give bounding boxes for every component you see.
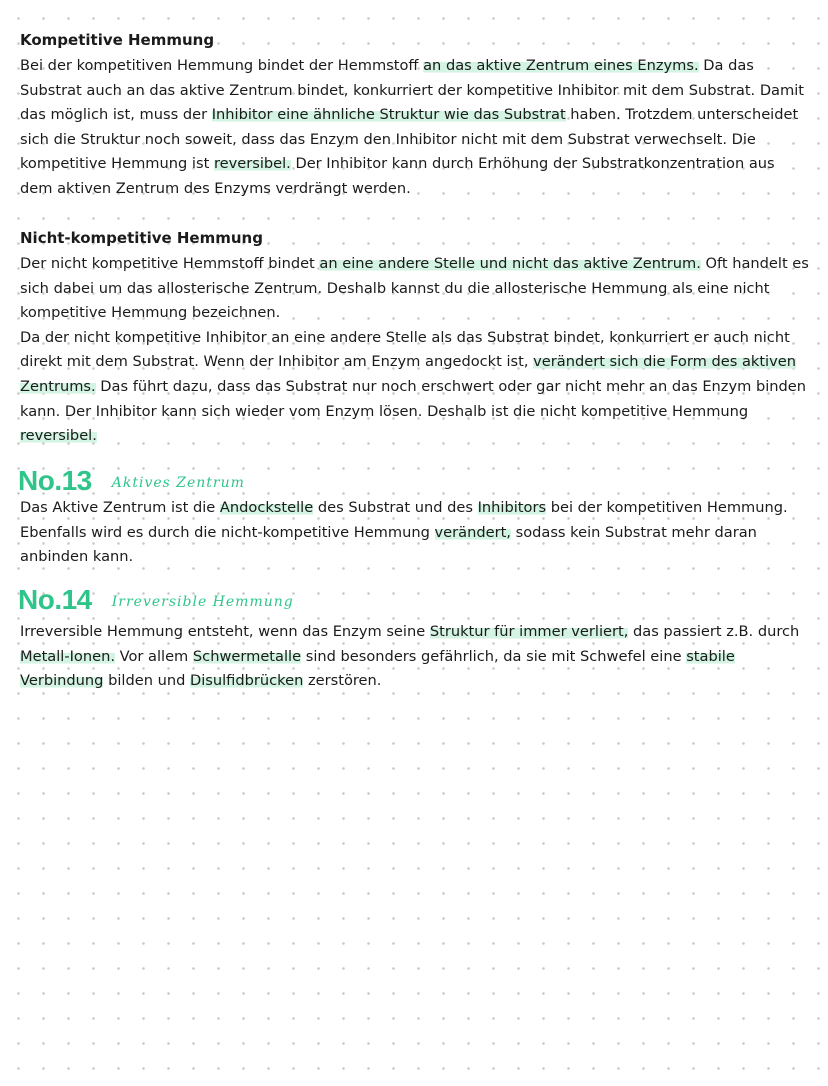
text-run: sind besonders gefährlich, da sie mit Schwefel eine [301,647,687,665]
text-run: des Substrat und des [313,499,478,516]
paragraph-nicht-kompetitive-1 [20,252,810,326]
text-run: sodass kein Substrat mehr daran anbinden kann. [20,523,757,566]
highlighted-text: Inhibitor eine ähnliche Struktur wie das Substrat [211,106,566,124]
highlighted-text: verändert, [434,523,511,541]
highlighted-text: reversibel. [20,427,97,445]
section-nicht-kompetitive-hemmung [20,228,810,449]
section-irreversible-hemmung [20,620,810,694]
text-run: Vor allem [114,647,193,665]
text-run: Bei der kompetitiven Hemmung bindet der Hemmstoff [20,57,424,74]
heading-nicht-kompetitive-hemmung: Nicht-kompetitive Hemmung [20,229,263,247]
text-run: Der Inhibitor kann durch Erhöhung der Substratkonzentration aus dem aktiven Zentrum des Enzyms verdrängt werden. [20,155,775,197]
highlighted-text: an eine andere Stelle und nicht das aktive Zentrum. [319,255,701,272]
text-run: zerstören. [303,672,382,690]
no13-number: No.13 [18,465,92,496]
highlighted-text: Schwermetalle [192,647,302,665]
text-run: haben. Trotzdem unterscheidet sich die Struktur noch soweit, dass das Enzym den Inhibitor nicht mit dem Substrat verwechselt. Die kompetitive Hemmung ist [20,106,799,173]
highlighted-text: verändert sich die Form des aktiven Zentrums. [20,353,796,395]
highlighted-text: an das aktive Zentrum eines Enzyms. [423,57,699,74]
text-run: bilden und [103,672,190,690]
paragraph-aktives-zentrum [20,496,810,570]
no14-number: No.14 [18,584,92,615]
highlighted-text: Struktur für immer verliert, [429,623,629,640]
no13-heading [18,461,245,497]
text-run: Der nicht kompetitive Hemmstoff bindet [20,255,320,272]
section-kompetitive-hemmung [20,30,810,202]
text-run: Irreversible Hemmung entsteht, wenn das Enzym seine [20,623,430,640]
no14-subtitle: Irreversible Hemmung [111,594,294,610]
text-run: Das führt dazu, dass das Substrat nur noch erschwert oder gar nicht mehr an das Enzym binden kann. Der Inhibitor kann sich wieder vom Enzym lösen. Deshalb ist die nicht kompetitive Hemmung [20,377,807,420]
heading-kompetitive-hemmung: Kompetitive Hemmung [20,31,215,49]
section-aktives-zentrum [20,496,810,570]
text-run: das passiert z.B. durch [628,623,800,640]
paragraph-nicht-kompetitive-2 [20,326,810,449]
highlighted-text: reversibel. [213,155,291,173]
paragraph-kompetitive-hemmung [20,54,810,202]
text-run: Oft handelt es sich dabei um das allosterische Zentrum. Deshalb kannst du die allosterische Hemmung als eine nicht kompetitive Hemmung bezeichnen. [20,255,809,322]
paragraph-irreversible-hemmung [20,620,810,694]
text-run: bei der kompetitiven Hemmung. Ebenfalls wird es durch die nicht-kompetitive Hemmung [20,499,788,541]
text-run: Da das Substrat auch an das aktive Zentrum bindet, konkurriert der kompetitive Inhibitor mit dem Substrat. Damit das möglich ist, muss der [20,57,804,124]
no13-subtitle: Aktives Zentrum [111,475,245,491]
highlighted-text: Andockstelle [219,499,314,516]
highlighted-text: Disulfidbrücken [189,672,304,690]
text-run: Das Aktive Zentrum ist die [20,499,220,516]
no14-heading [18,580,294,616]
highlighted-text: Metall-Ionen. [20,647,115,665]
text-run: Da der nicht kompetitive Inhibitor an eine andere Stelle als das Substrat bindet, konkurriert er auch nicht direkt mit dem Substrat. Wenn der Inhibitor am Enzym angedockt ist, [20,328,790,371]
highlighted-text: Inhibitors [477,499,547,516]
highlighted-text: stabile Verbindung [20,647,735,690]
